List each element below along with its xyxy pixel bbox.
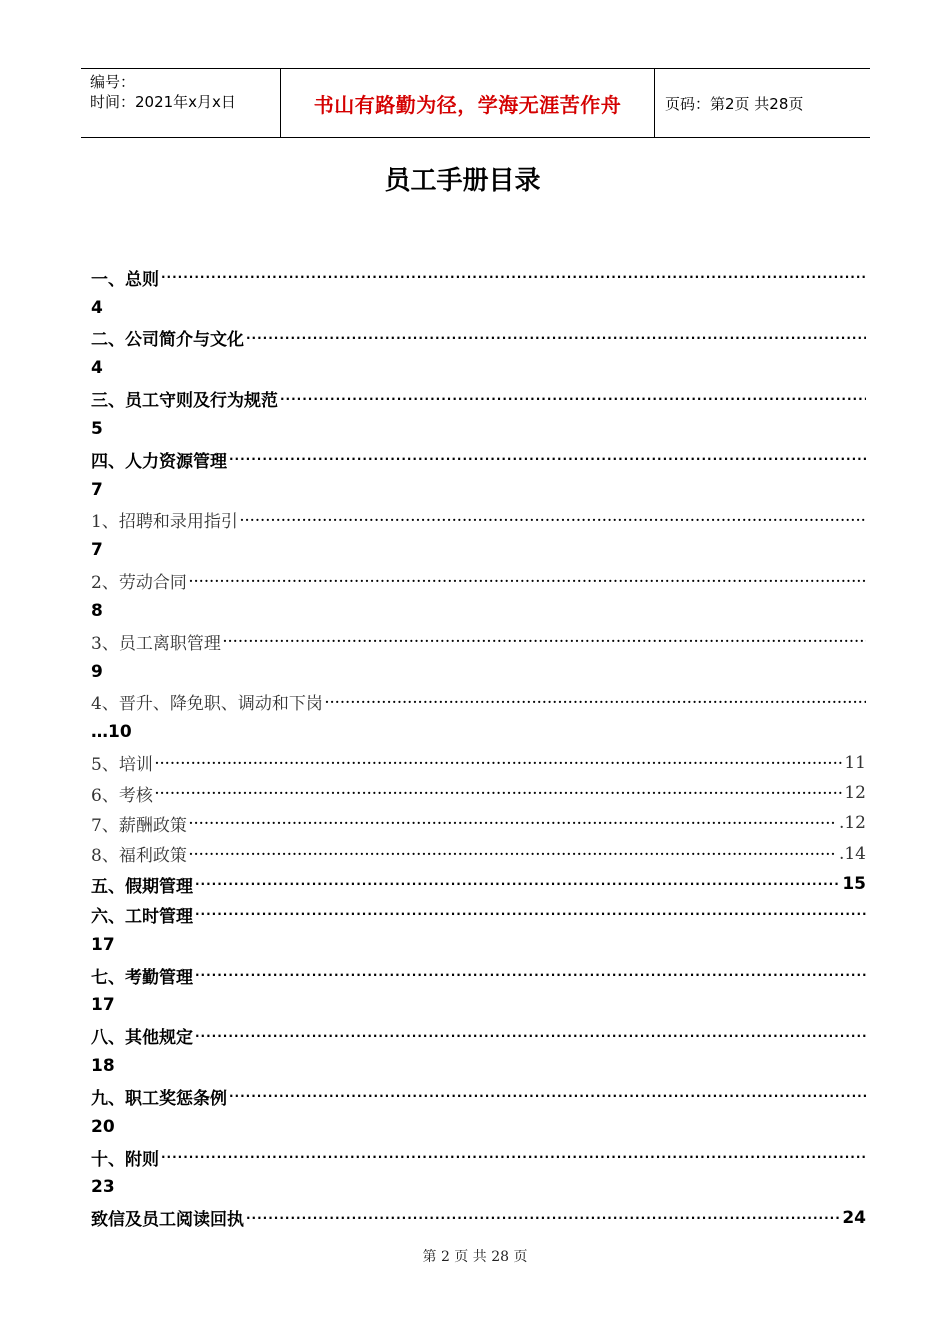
toc-page: 11	[844, 752, 866, 773]
toc-label: 3、员工离职管理	[91, 633, 221, 654]
toc-page: …10	[91, 722, 132, 743]
toc-leader	[221, 634, 866, 648]
toc-page: 4	[91, 297, 103, 318]
toc-entry[interactable]	[91, 1081, 866, 1111]
toc-label: 8、福利政策	[91, 846, 187, 867]
toc-leader	[227, 1089, 866, 1103]
toc-entry[interactable]	[91, 1142, 866, 1172]
toc-entry[interactable]	[91, 808, 866, 838]
toc-label: 5、培训	[91, 755, 153, 776]
toc-page: 18	[91, 1056, 115, 1077]
toc-entry[interactable]	[91, 899, 866, 929]
toc-leader	[278, 392, 866, 406]
toc-entry[interactable]	[91, 444, 866, 474]
table-of-contents	[91, 262, 866, 1233]
toc-page: 23	[91, 1177, 115, 1198]
time-label: 时间：2021年x月x日	[90, 93, 236, 111]
toc-entry[interactable]	[91, 687, 866, 717]
toc-leader	[159, 270, 866, 284]
toc-page: 20	[91, 1116, 115, 1137]
toc-page: 4	[91, 358, 103, 379]
header-meta	[81, 69, 281, 137]
toc-label: 二、公司简介与文化	[91, 330, 244, 351]
toc-label: 6、考核	[91, 785, 153, 806]
page-header	[81, 68, 870, 138]
toc-entry[interactable]	[91, 778, 866, 808]
toc-label: 八、其他规定	[91, 1028, 193, 1049]
toc-entry[interactable]	[91, 869, 866, 899]
motto-text: 书山有路勤为径，学海无涯苦作舟	[313, 92, 622, 117]
toc-page: 17	[91, 934, 115, 955]
toc-leader	[187, 847, 837, 861]
toc-entry[interactable]	[91, 1203, 866, 1233]
toc-leader	[159, 1150, 866, 1164]
toc-label: 九、职工奖惩条例	[91, 1088, 227, 1109]
toc-entry[interactable]	[91, 748, 866, 778]
toc-page: 7	[91, 540, 103, 561]
toc-leader	[153, 786, 843, 800]
page-footer: 第 2 页 共 28 页	[422, 1249, 528, 1265]
toc-leader	[187, 816, 837, 830]
toc-label: 7、薪酬政策	[91, 815, 187, 836]
toc-leader	[323, 695, 866, 709]
number-label: 编号：	[90, 73, 136, 91]
toc-page: 9	[91, 661, 103, 682]
toc-leader	[193, 968, 866, 982]
toc-entry[interactable]	[91, 1021, 866, 1051]
toc-page: 17	[91, 995, 115, 1016]
toc-label: 四、人力资源管理	[91, 451, 227, 472]
toc-entry[interactable]	[91, 565, 866, 595]
toc-leader	[153, 756, 843, 770]
toc-page: 15	[842, 874, 866, 895]
toc-page: 8	[91, 600, 103, 621]
toc-leader	[244, 331, 866, 345]
toc-leader	[244, 1211, 840, 1225]
toc-label: 五、假期管理	[91, 876, 193, 897]
toc-entry[interactable]	[91, 383, 866, 413]
toc-label: 4、晋升、降免职、调动和下岗	[91, 694, 323, 715]
toc-label: 1、招聘和录用指引	[91, 512, 238, 533]
toc-page: 12	[844, 783, 866, 804]
toc-page: 7	[91, 479, 103, 500]
toc-label: 三、员工守则及行为规范	[91, 391, 278, 412]
toc-entry[interactable]	[91, 839, 866, 869]
toc-leader	[193, 1029, 866, 1043]
toc-leader	[193, 877, 840, 891]
toc-label: 一、总则	[91, 269, 159, 290]
toc-label: 七、考勤管理	[91, 967, 193, 988]
toc-page: .14	[838, 843, 866, 864]
page-info-text: 页码：第2页 共28页	[665, 94, 804, 113]
toc-page: 24	[842, 1207, 866, 1228]
toc-leader	[238, 513, 866, 527]
toc-label: 2、劳动合同	[91, 573, 187, 594]
toc-label: 十、附则	[91, 1149, 159, 1170]
toc-label: 致信及员工阅读回执	[91, 1210, 244, 1231]
toc-leader	[227, 452, 866, 466]
header-motto	[281, 69, 655, 137]
toc-entry[interactable]	[91, 626, 866, 656]
toc-page: 5	[91, 418, 103, 439]
toc-label: 六、工时管理	[91, 906, 193, 927]
toc-entry[interactable]	[91, 323, 866, 353]
toc-leader	[193, 907, 866, 921]
toc-leader	[187, 574, 866, 588]
toc-entry[interactable]	[91, 960, 866, 990]
header-page-info	[655, 69, 870, 137]
toc-entry[interactable]	[91, 505, 866, 535]
toc-page: .12	[838, 813, 866, 834]
toc-entry[interactable]	[91, 262, 866, 292]
page-title: 员工手册目录	[384, 166, 541, 196]
